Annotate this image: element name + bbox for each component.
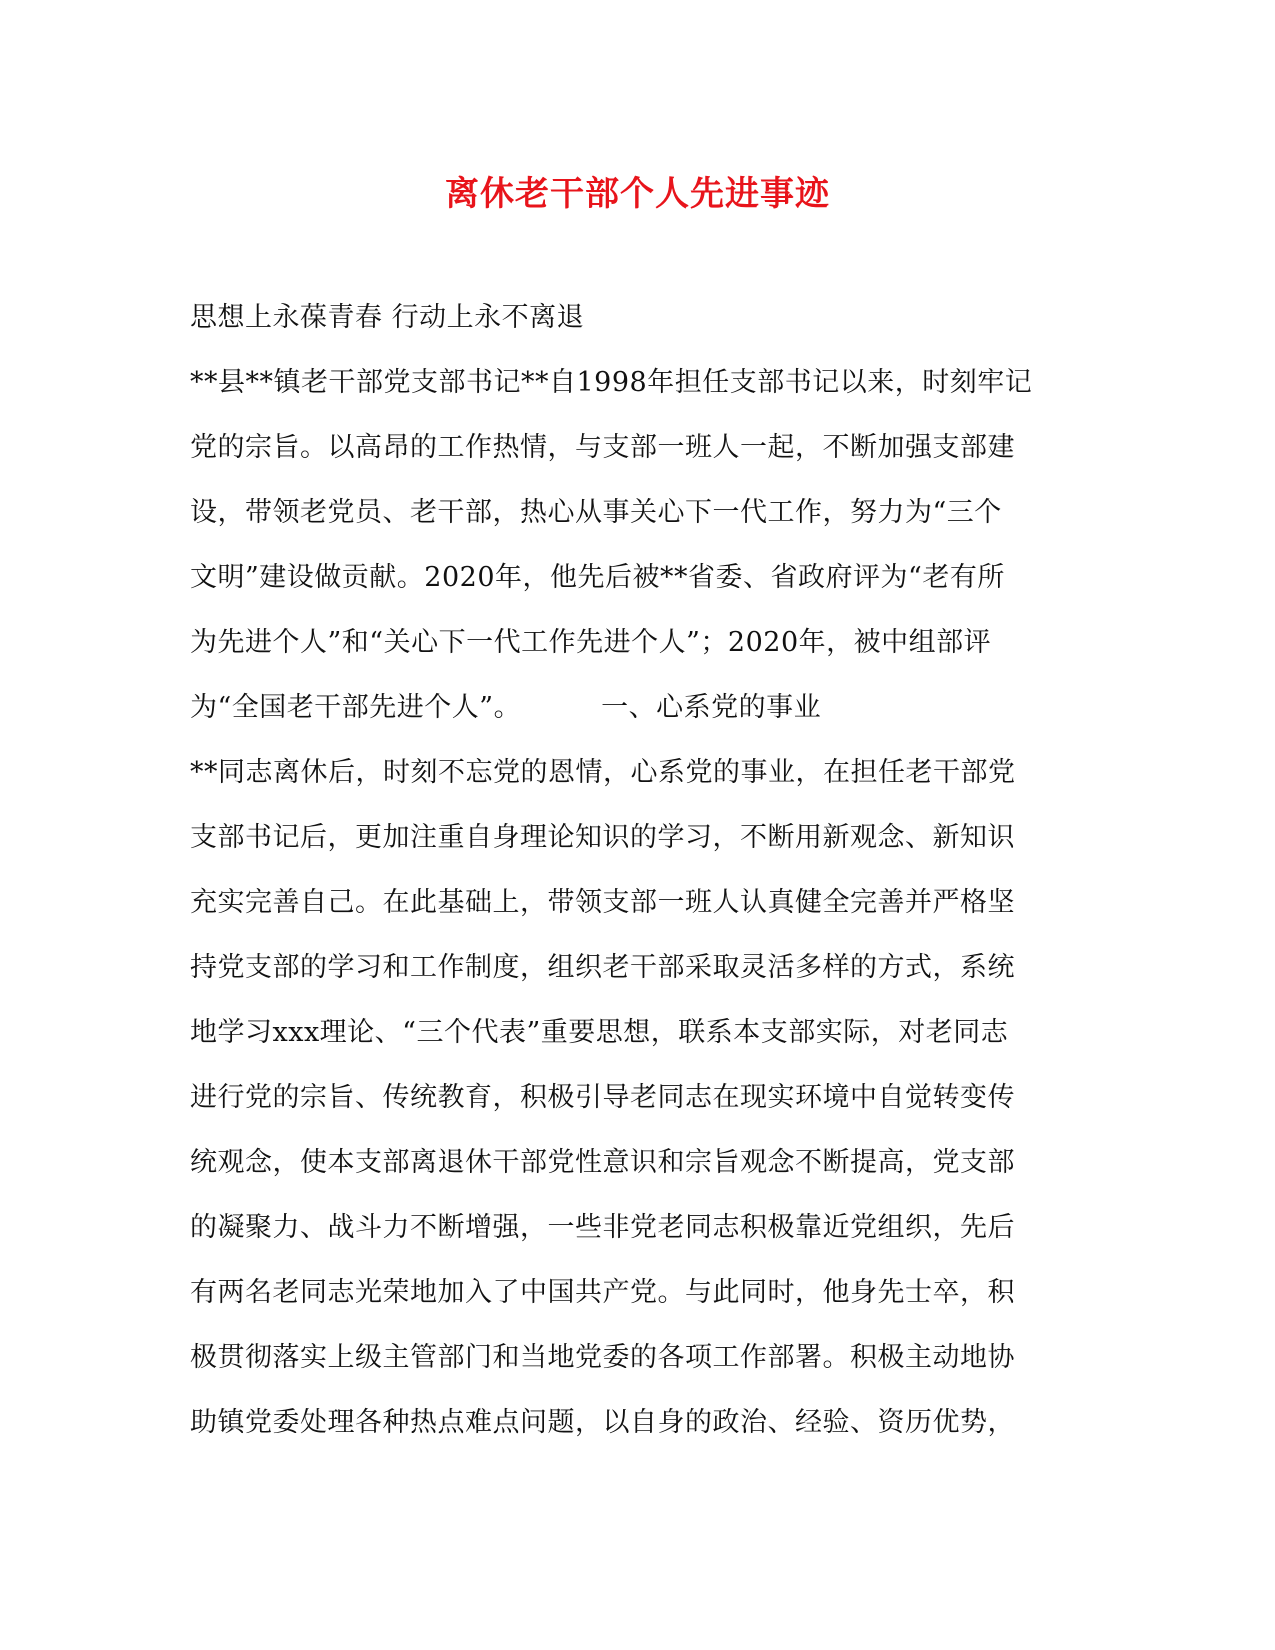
paragraph-line: 党的宗旨。以高昂的工作热情，与支部一班人一起，不断加强支部建 [190,432,1015,463]
paragraph-line: 充实完善自己。在此基础上，带领支部一班人认真健全完善并严格坚 [190,887,1015,918]
paragraph-line: **县**镇老干部党支部书记**自1998年担任支部书记以来，时刻牢记 [190,367,1033,398]
section-heading: 一、心系党的事业 [601,692,822,723]
paragraph-line: 极贯彻落实上级主管部门和当地党委的各项工作部署。积极主动地协 [190,1342,1015,1373]
paragraph-line: **同志离休后，时刻不忘党的恩情，心系党的事业，在担任老干部党 [190,757,1016,788]
paragraph-line: 持党支部的学习和工作制度，组织老干部采取灵活多样的方式，系统 [190,952,1015,983]
paragraph-line: 地学习xxx理论、“三个代表”重要思想，联系本支部实际，对老同志 [190,1017,1009,1048]
document-title: 离休老干部个人先进事迹 [445,174,830,214]
paragraph-line: 文明”建设做贡献。2020年，他先后被**省委、省政府评为“老有所 [190,562,1005,593]
paragraph-line: 进行党的宗旨、传统教育，积极引导老同志在现实环境中自觉转变传 [190,1082,1015,1113]
document-body [190,285,1090,1455]
paragraph-line: 为先进个人”和“关心下一代工作先进个人”；2020年，被中组部评 [190,627,992,658]
paragraph-line: 设，带领老党员、老干部，热心从事关心下一代工作，努力为“三个 [190,497,1002,528]
paragraph-line-with-heading [190,675,1090,740]
paragraph-line: 支部书记后，更加注重自身理论知识的学习，不断用新观念、新知识 [190,822,1015,853]
paragraph-line: 有两名老同志光荣地加入了中国共产党。与此同时，他身先士卒，积 [190,1277,1015,1308]
paragraph-line: 统观念，使本支部离退休干部党性意识和宗旨观念不断提高，党支部 [190,1147,1015,1178]
paragraph-line: 为“全国老干部先进个人”。 [190,692,522,723]
paragraph-line: 的凝聚力、战斗力不断增强，一些非党老同志积极靠近党组织，先后 [190,1212,1015,1243]
paragraph-line: 助镇党委处理各种热点难点问题，以自身的政治、经验、资历优势， [190,1407,1015,1438]
subtitle-line: 思想上永葆青春 行动上永不离退 [190,302,585,333]
